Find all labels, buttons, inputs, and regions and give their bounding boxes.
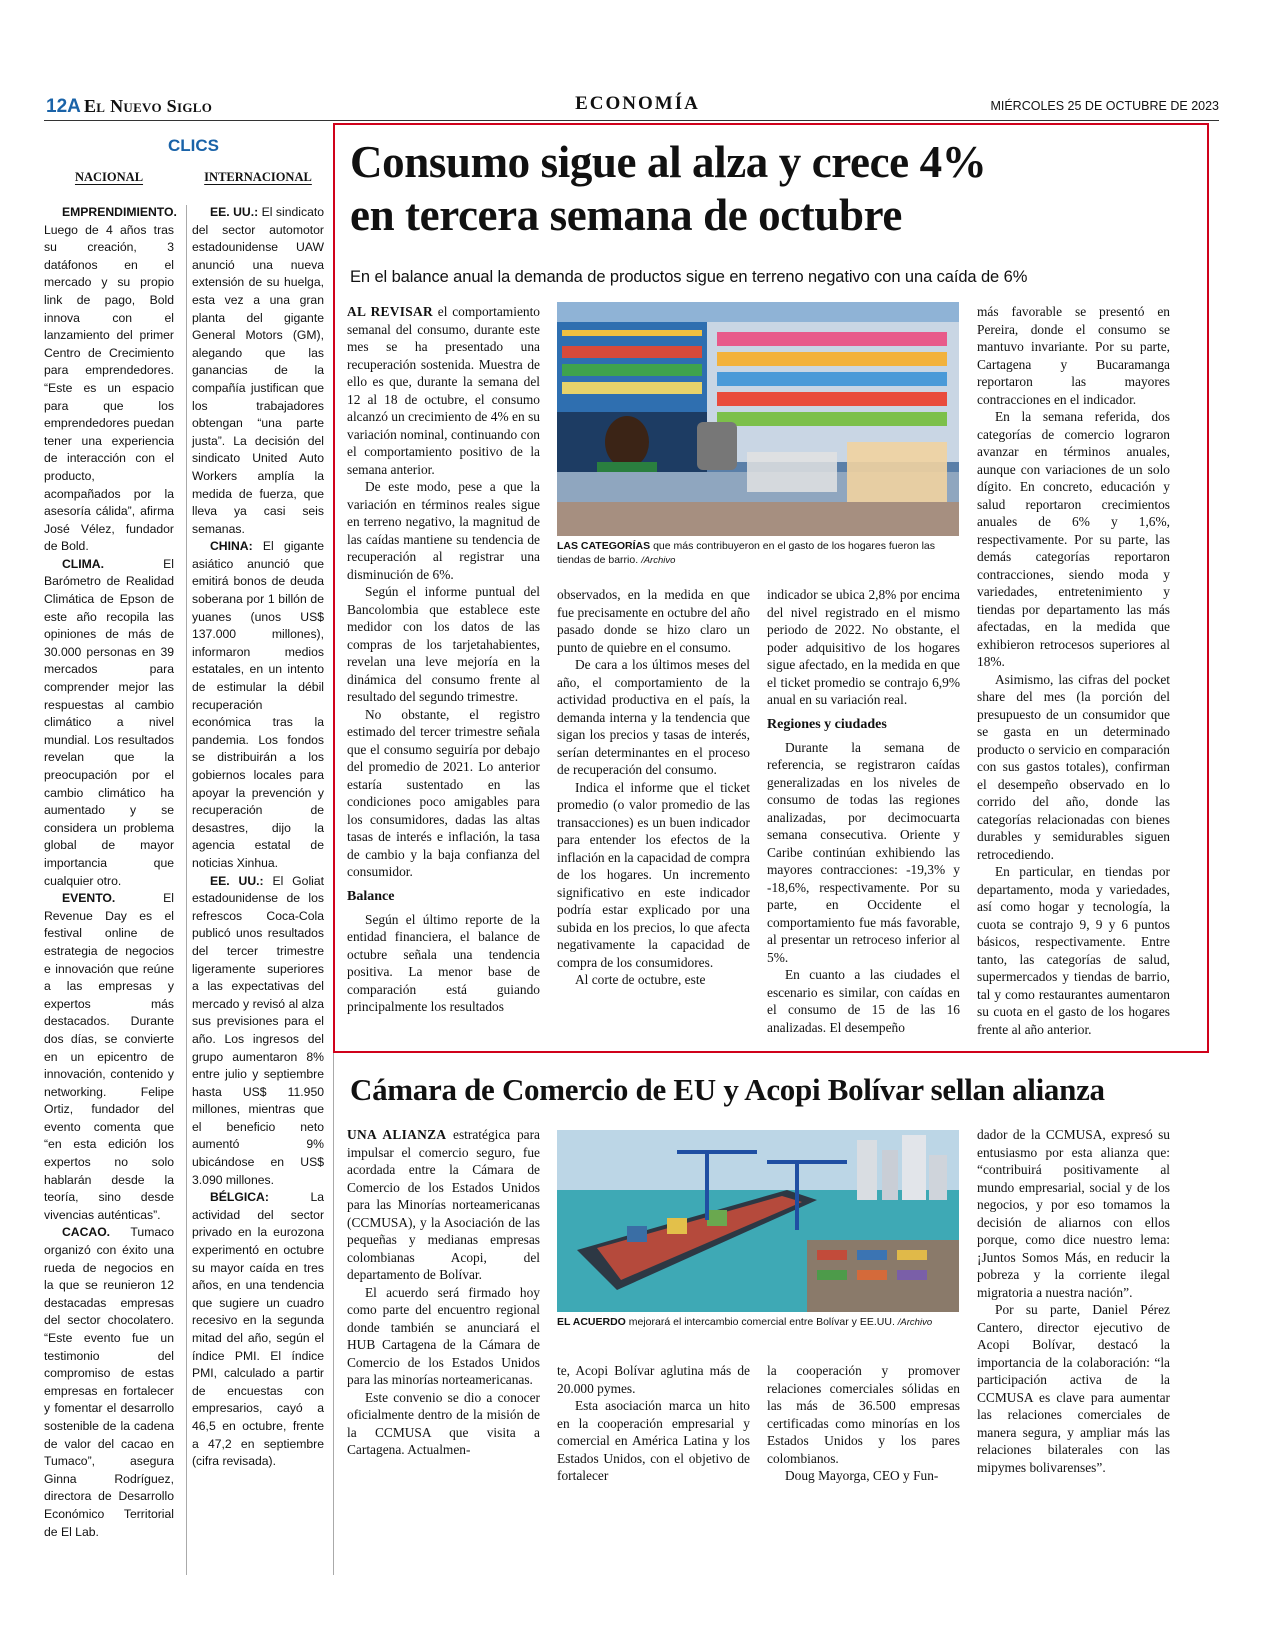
article-paragraph	[347, 1126, 540, 1284]
brief-item	[44, 1224, 174, 1541]
paragraph-text: el comportamiento semanal del consumo, durante este mes se ha presentado una recuperación sostenida. Muestra de ello es que, durante la semana del 12 al 18 de octubre, el consumo alcanzó un crecimiento de 4% en su variación nominal, continuando con el comportamiento positivo de la semana anterior.	[347, 304, 540, 477]
article-paragraph: indicador se ubica 2,8% por encima del nivel registrado en el mismo periodo de 2022. No obstante, el poder adquisitivo de los hogares sigue afectado, en la medida en que el ticket promedio se contrajo 6,9% anual en su variación real.	[767, 587, 960, 707]
newspaper-name: El Nuevo Siglo	[84, 96, 213, 116]
caption-lead: LAS CATEGORÍAS	[557, 540, 651, 552]
second-article-headline: Cámara de Comercio de EU y Acopi Bolívar sellan alianza	[350, 1072, 1105, 1107]
brief-kicker: CACAO.	[62, 1225, 111, 1240]
sidebar-column-nacional	[44, 204, 177, 1541]
article-subhead: Regiones y ciudades	[767, 716, 887, 732]
second-article-column-3	[767, 1362, 960, 1485]
article-subhead: Balance	[347, 888, 395, 904]
article-column-1	[347, 303, 540, 1016]
shop-photo-image	[557, 302, 959, 536]
brief-item	[44, 556, 174, 890]
brief-text: El sindicato del sector automotor estadounidense UAW anunció una nueva extensión de su huelga, esta vez a una gran planta del gigante General Motors (GM), alegando que las ganancias de la compañía justifican que los trabajadores obtengan “una parte justa”. La decisión del sindicato United Auto Workers amplía la medida de fuerza, que lleva ya casi seis semanas.	[192, 205, 325, 536]
brief-item	[192, 538, 324, 872]
page-number: 12A	[46, 96, 81, 117]
article-paragraph: Por su parte, Daniel Pérez Cantero, director ejecutivo de Acopi Bolívar, destacó la importancia de la colaboración: “la participación activa de la CCMUSA es clave para aumentar las relaciones comerciales de manera segura, y ampliar más las relaciones bilaterales con las mipymes bolivarenses”.	[977, 1302, 1170, 1475]
article-column-2	[557, 586, 750, 989]
article-column-3	[767, 586, 960, 1036]
brief-text: El Barómetro de Realidad Climática de Epson de este año recopila las opiniones de más de 30.000 personas en 39 mercados para comprender mejor las respuestas al cambio climático a nivel mundial. Los resultados revelan que la preocupación por el cambio climático ha aumentado y se considera un problema global de mayor importancia que cualquier otro.	[44, 556, 174, 888]
column-divider	[186, 205, 187, 1575]
article-paragraph: Según el último reporte de la entidad financiera, el balance de octubre señala una tendencia positiva. La menor base de comparación está guiando principalmente los resultados	[347, 911, 540, 1014]
article-paragraph: No obstante, el registro estimado del tercer trimestre señala que el consumo seguiría por debajo del promedio de 2021. Lo anterior estaría sustentado en las condiciones poco amigables para los consumidores, dadas las altas tasas de interés e inflación, la tasa de cambio y la baja confianza del consumidor.	[347, 706, 540, 879]
second-article-column-2	[557, 1362, 750, 1485]
article-paragraph: En cuanto a las ciudades el escenario es similar, con caídas en el consumo de 15 de las 16 analizadas. El desempeño	[767, 967, 960, 1035]
article-paragraph: En particular, en tiendas por departamento, moda y variedades, así como hogar y tecnología, la cuota se contrajo 9, 9 y 6 puntos básicos, respectivamente. Entre tanto, las categorías de salud, supermercados y tiendas de barrio, tal y como restaurantes aumentaron su cuota en el gasto de los hogares frente al año anterior.	[977, 864, 1170, 1037]
second-article-column-1	[347, 1126, 540, 1459]
shop-photo-caption	[557, 539, 959, 568]
brief-kicker: EMPRENDIMIENTO.	[62, 205, 177, 219]
brief-kicker: CHINA:	[210, 539, 253, 554]
article-paragraph: Asimismo, las cifras del pocket share del mes (la porción del presupuesto de un consumidor que se gasta en un determinado producto o servicio en comparación con sus gastos totales), confirman el desempeño observado en lo corrido del año, donde las categorías relacionadas con bienes durables y semidurables siguen retrocediendo.	[977, 671, 1170, 862]
sidebar-heading-internacional: INTERNACIONAL	[204, 170, 312, 184]
brief-text: Luego de 4 años tras su creación, 3 datáfonos en el mercado y su propio link de pago, Bold innova con el lanzamiento del primer Centro de Crecimiento para emprendedores. “Este es un espacio para que los emprendedores puedan tener una experiencia de interacción con el producto, acompañados por la asesoría cálida”, afirma José Vélez, fundador de Bold.	[44, 222, 174, 554]
sidebar-column-internacional	[192, 204, 324, 1471]
article-paragraph: la cooperación y promover relaciones comerciales sólidas en las más de 36.500 empresas certificadas como minorías en los Estados Unidos y los pares colombianos.	[767, 1363, 960, 1466]
brief-item	[192, 204, 324, 538]
port-photo	[557, 1130, 959, 1312]
brief-kicker: EVENTO.	[62, 891, 116, 906]
article-subheadline: En el balance anual la demanda de productos sigue en terreno negativo con una caída de 6%	[350, 268, 1028, 286]
brief-text: El Revenue Day es el festival online de estrategia de negocios e innovación que reúne a las empresas y expertos más destacados. Durante dos días, se convierte en un epicentro de innovación, contenido y networking. Felipe Ortiz, fundador del evento comenta que “en esta edición los expertos no solo hablarán desde la teoría, sino desde vivencias auténticas”.	[44, 891, 174, 1222]
shop-photo	[557, 302, 959, 536]
headline-line: en tercera semana de octubre	[350, 190, 902, 240]
brief-kicker: CLIMA.	[62, 556, 104, 571]
article-paragraph: Indica el informe que el ticket promedio (o valor promedio de las transacciones) es un buen indicador para entender los efectos de la inflación en la capacidad de compra de los hogares. Un incremento significativo en este indicador podría estar explicado por una subida en los precios, lo que afecta negativamente la capacidad de compra de los consumidores.	[557, 779, 750, 970]
article-paragraph: De este modo, pese a que la variación en términos reales sigue en terreno negativo, la magnitud de las caídas mantiene su tendencia de recuperación al registrar una disminución de 6%.	[347, 479, 540, 582]
article-paragraph: El acuerdo será firmado hoy como parte del encuentro regional donde también se anunciará el HUB Cartagena de la Cámara de Comercio de los Estados Unidos para las minorías norteamericanas.	[347, 1284, 540, 1387]
brief-text: La actividad del sector privado en la eurozona experimentó en octubre su mayor caída en tres años, en una tendencia que sugiere un cuadro recesivo en la segunda mitad del año, según el índice PMI. El índice PMI, calculado a partir de encuestas con empresarios, cayó a 46,5 en octubre, frente a 47,2 en septiembre (cifra revisada).	[192, 1190, 324, 1469]
article-column-4	[977, 303, 1170, 1038]
article-paragraph: dador de la CCMUSA, expresó su entusiasmo por esta alianza que: “contribuirá positivamente al mundo empresarial, social y de los negocios, y por eso tomamos la decisión de aliarnos con ellos porque, como dice nuestro lema: ¡Juntos Somos Más, en reducir la pobreza y la corriente ilegal migratoria a nuestra nación”.	[977, 1127, 1170, 1300]
photo-credit: /Archivo	[897, 1317, 933, 1328]
sidebar-title: CLICS	[168, 136, 219, 155]
article-paragraph: En la semana referida, dos categorías de comercio lograron avanzar en términos anuales, aunque con variaciones de un solo dígito. En concreto, educación y salud reportaron crecimientos anuales de 6% y 1,6%, respectivamente. Por su parte, las demás categorías reportaron contracciones, siendo moda y variedades, entretenimiento y tiendas por departamento las más afectadas, en la medida que exhibieron retrocesos superiores al 18%.	[977, 409, 1170, 669]
header-rule	[44, 120, 1219, 121]
article-paragraph: te, Acopi Bolívar aglutina más de 20.000 pymes.	[557, 1363, 750, 1396]
section-title: ECONOMÍA	[575, 93, 700, 114]
article-paragraph	[347, 303, 540, 478]
port-photo-image	[557, 1130, 959, 1312]
brief-item	[44, 890, 174, 1224]
article-paragraph: De cara a los últimos meses del año, el comportamiento de la actividad productiva en el país, la demanda interna y la tendencia que sigan los precios y tasas de interés, serían determinantes en el proceso de recuperación del consumo.	[557, 657, 750, 777]
sidebar-heading-nacional: NACIONAL	[74, 170, 144, 184]
article-paragraph: observados, en la medida en que fue precisamente en octubre del año pasado donde se hizo claro un punto de quiebre en el consumo.	[557, 587, 750, 655]
article-paragraph: más favorable se presentó en Pereira, donde el consumo se mantuvo invariante. Por su parte, Cartagena y Bucaramanga reportaron las mayores contracciones en el indicador.	[977, 304, 1170, 407]
brief-item	[44, 204, 177, 556]
brief-kicker: EE. UU.:	[210, 205, 259, 219]
brief-item	[192, 1189, 324, 1471]
article-paragraph: Esta asociación marca un hito en la cooperación empresarial y comercial en América Latina y los Estados Unidos, con el objetivo de fortalecer	[557, 1398, 750, 1483]
second-article-column-4	[977, 1126, 1170, 1476]
issue-date: MIÉRCOLES 25 DE OCTUBRE DE 2023	[990, 99, 1219, 113]
article-headline	[350, 136, 1200, 242]
photo-credit: /Archivo	[641, 555, 676, 566]
article-paragraph: Durante la semana de referencia, se registraron caídas generalizadas en los niveles de consumo de todas las regiones analizadas, por decimocuarta semana consecutiva. Oriente y Caribe continúan exhibiendo las mayores contracciones: -19,3% y -18,6%, respectivamente. Por su parte, en Occidente el comportamiento fue más favorable, al presentar un retroceso inferior al 5%.	[767, 739, 960, 965]
caption-lead: EL ACUERDO	[557, 1316, 626, 1328]
headline-line: Consumo sigue al alza y crece 4%	[350, 137, 987, 187]
brief-kicker: BÉLGICA:	[210, 1190, 269, 1205]
caption-text: que más contribuyeron en el gasto de los hogares fueron las tiendas de barrio.	[557, 540, 936, 566]
article-paragraph: Al corte de octubre, este	[575, 972, 706, 987]
brief-kicker: EE. UU.:	[210, 873, 264, 888]
paragraph-text: estratégica para impulsar el comercio seguro, fue acordada entre la Cámara de Comercio de los Estados Unidos para las Minorías norteamericanas (CCMUSA), y la Asociación de las pequeñas y medianas empresas colombianas Acopi, del departamento de Bolívar.	[347, 1127, 540, 1282]
caption-text: mejorará el intercambio comercial entre Bolívar y EE.UU.	[628, 1316, 895, 1328]
lead-word: AL REVISAR	[347, 304, 433, 319]
brief-text: El Goliat estadounidense de los refrescos Coca-Cola publicó unos resultados del tercer trimestre ligeramente superiores a las expectativas del mercado y revisó al alza sus previsiones para el año. Los ingresos del grupo aumentaron 8% entre julio y septiembre hasta US$ 11.950 millones, mientras que el beneficio neto aumentó 9% ubicándose en US$ 3.090 millones.	[192, 873, 325, 1187]
brief-text: Tumaco organizó con éxito una rueda de negocios en la que se reunieron 12 destacadas empresas del sector chocolatero. “Este evento fue un testimonio del compromiso de estas empresas en fortalecer y fomentar el desarrollo sostenible de la cadena de valor del cacao en Tumaco”, asegura Ginna Rodríguez, directora de Desarrollo Económico Territorial de El Lab.	[44, 1225, 174, 1539]
brief-item	[192, 873, 324, 1190]
brief-text: El gigante asiático anunció que emitirá bonos de deuda soberana por 1 billón de yuanes (unos US$ 137.000 millones), informaron medios estatales, en un intento de estimular la débil recuperación económica tras la pandemia. Los fondos se distribuirán a los gobiernos locales para apoyar la prevención y recuperación de desastres, dijo la agencia estatal de noticias Xinhua.	[192, 539, 324, 870]
lead-word: UNA ALIANZA	[347, 1127, 447, 1142]
article-paragraph: Según el informe puntual del Bancolombia que establece este medidor con los datos de las compras de los tarjetahabientes, revelan una leve mejoría en la dinámica del consumo frente al resultado del segundo trimestre.	[347, 584, 540, 704]
article-paragraph: Este convenio se dio a conocer oficialmente dentro de la misión de la CCMUSA que visita a Cartagena. Actualmen-	[347, 1389, 540, 1457]
port-photo-caption	[557, 1315, 959, 1330]
article-paragraph: Doug Mayorga, CEO y Fun-	[785, 1468, 939, 1483]
